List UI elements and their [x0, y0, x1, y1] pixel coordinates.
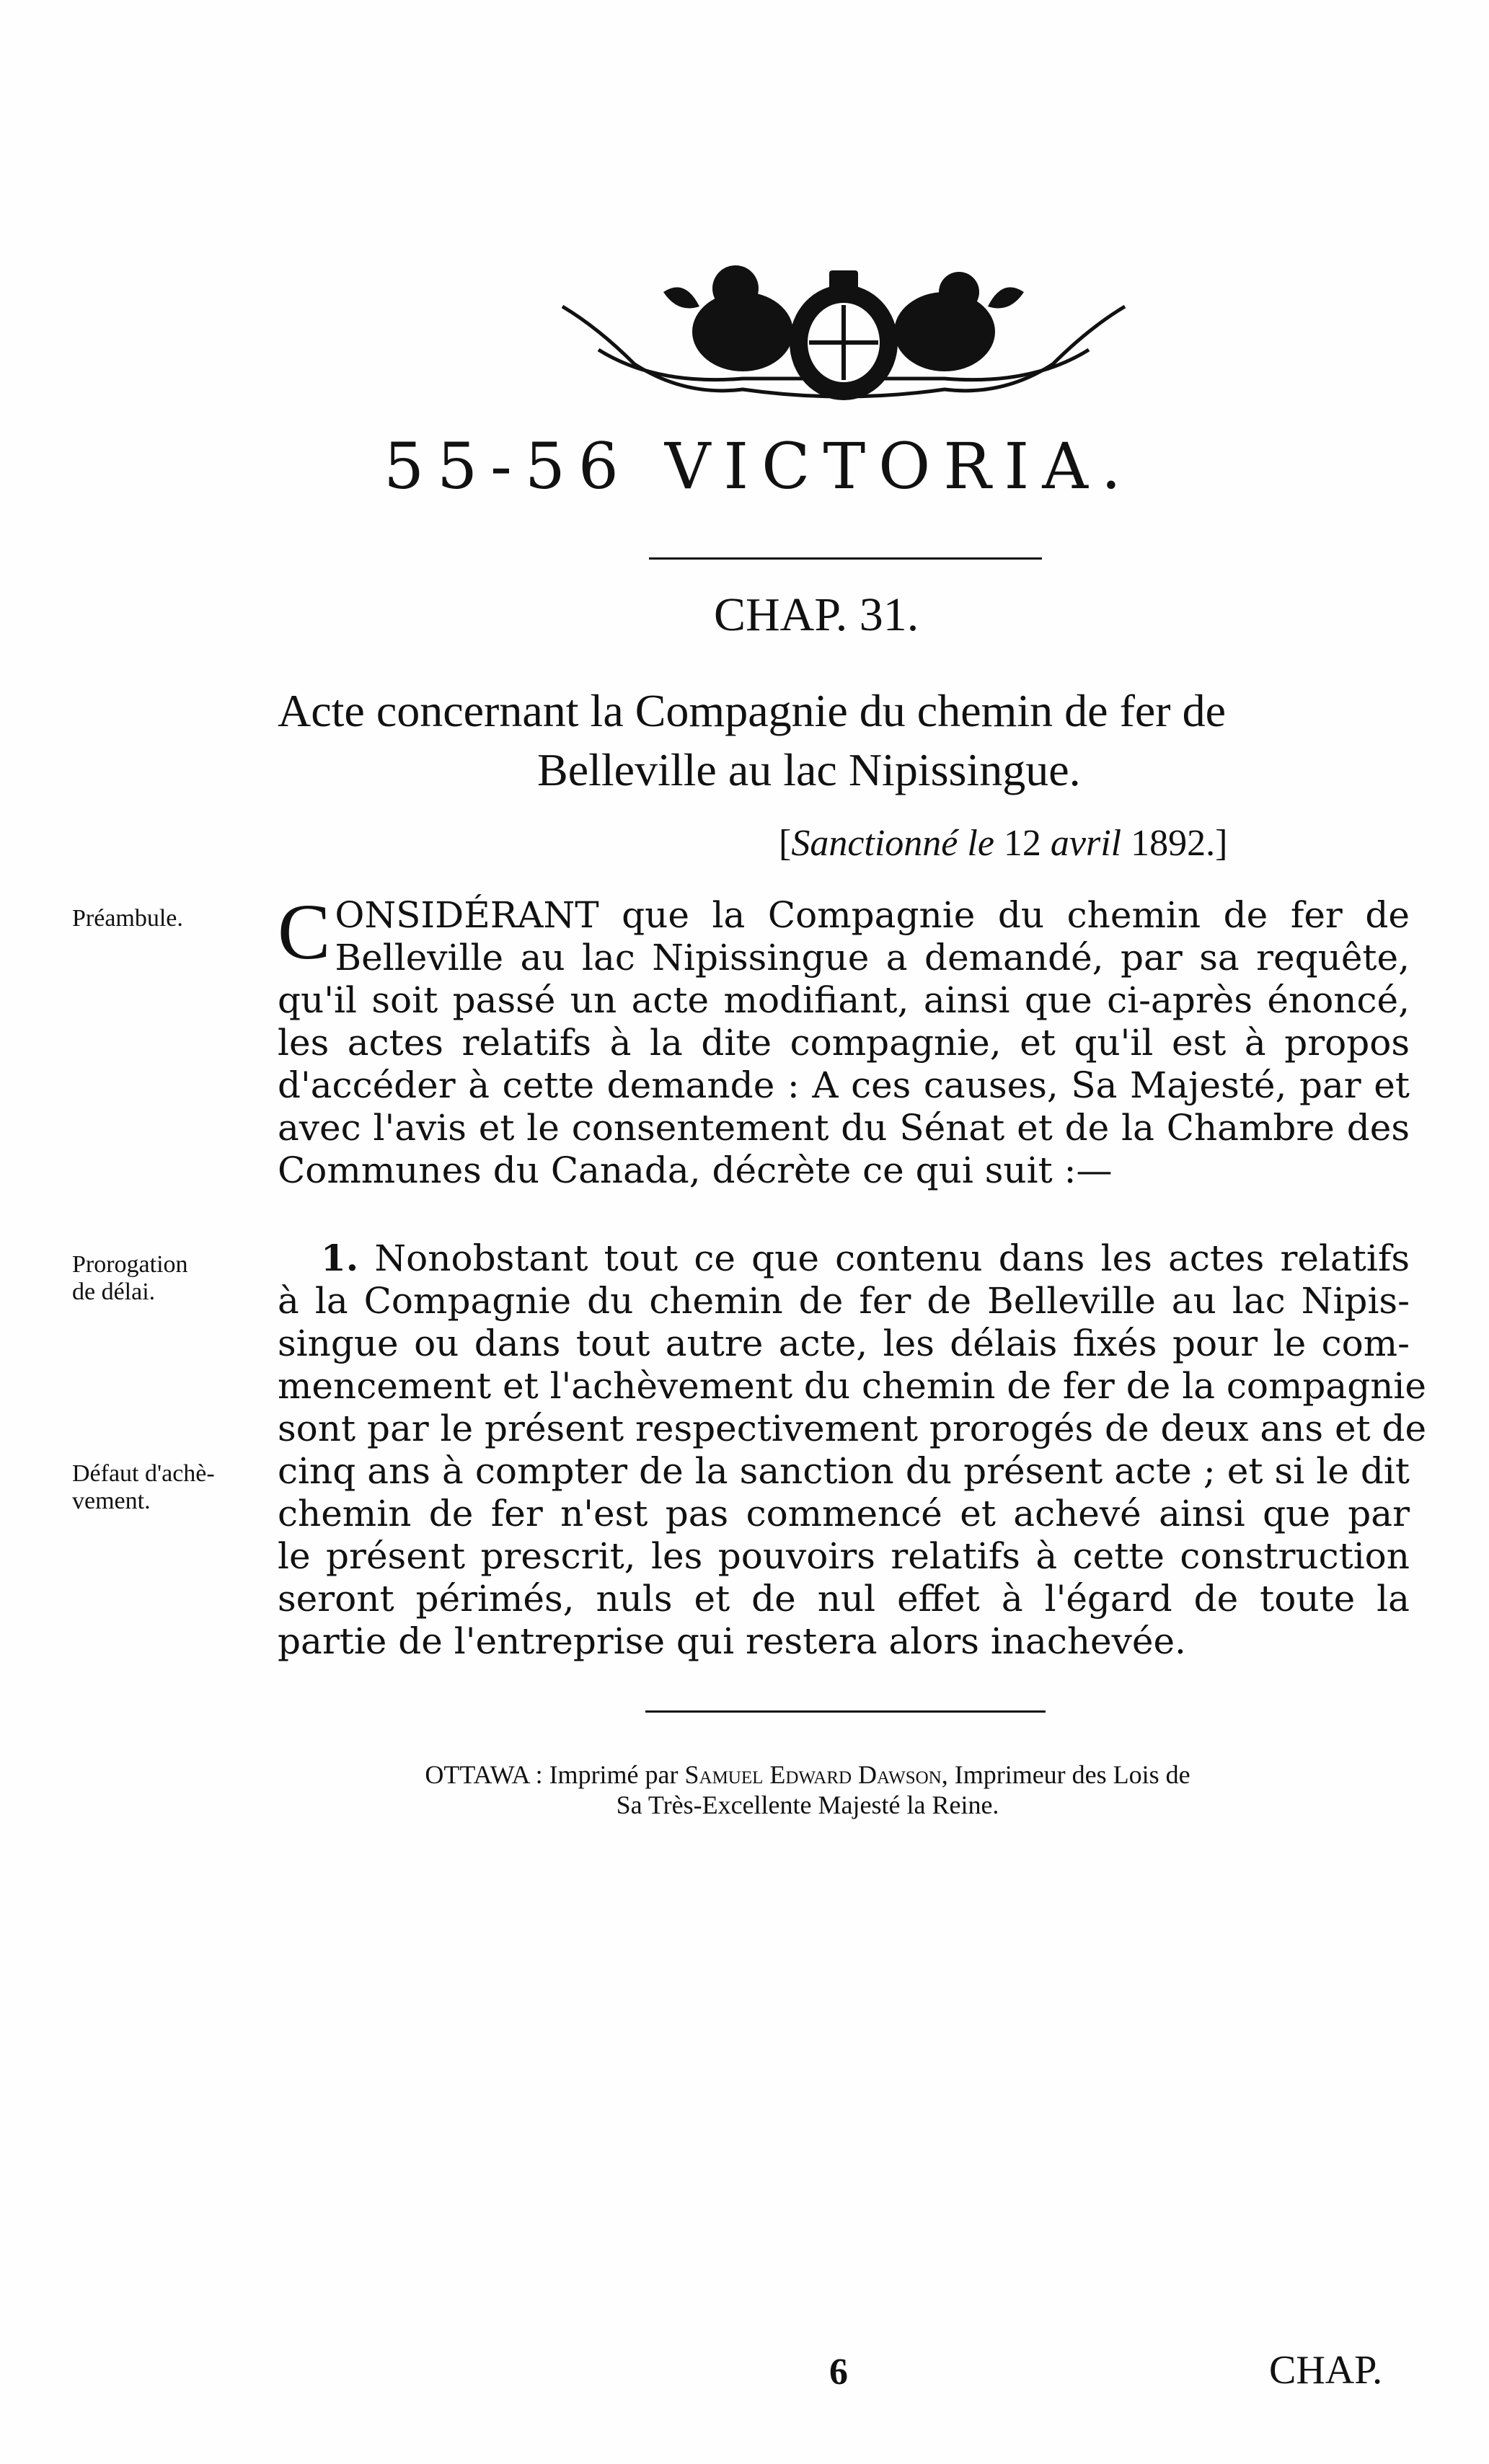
margin-note-preamble: Préambule. — [72, 905, 183, 932]
act-title — [278, 681, 1410, 800]
margin-note-default-line-1: Défaut d'achè- — [72, 1460, 215, 1487]
section-1-line: à la Compagnie du chemin de fer de Belleville au lac Nipis- — [278, 1280, 1410, 1322]
preamble-line: avec l'avis et le consentement du Sénat et de la Chambre des — [278, 1107, 1410, 1149]
section-1-first-line — [278, 1237, 1410, 1280]
royal-coat-of-arms-icon — [555, 263, 1132, 407]
imprint-line-1 — [216, 1759, 1399, 1790]
margin-note-default — [72, 1460, 288, 1515]
printer-imprint — [216, 1759, 1399, 1820]
sanction-day: 12 — [994, 823, 1051, 864]
section-1-paragraph — [278, 1237, 1427, 1663]
preamble-line: Belleville au lac Nipissingue a demandé, par sa requête, — [335, 937, 1410, 979]
section-1-line: mencement et l'achèvement du chemin de fer de la compagnie — [278, 1365, 1427, 1407]
section-1-line: Nonobstant tout ce que contenu dans les actes relatifs — [374, 1237, 1410, 1279]
page-number: 6 — [829, 2352, 848, 2393]
act-title-line-2: Belleville au lac Nipissingue. — [537, 744, 1081, 795]
imprint-prefix: OTTAWA : Imprimé par — [425, 1760, 685, 1789]
section-1-line: le présent prescrit, les pouvoirs relatifs à cette construction — [278, 1535, 1410, 1577]
margin-note-extension-line-2: de délai. — [72, 1279, 156, 1305]
section-number: 1. — [321, 1237, 359, 1279]
margin-note-extension-line-1: Prorogation — [72, 1251, 188, 1278]
imprint-printer-name: Samuel Edward Dawson — [684, 1760, 942, 1789]
preamble-line: qu'il soit passé un acte modifiant, ainsi que ci-après énoncé, — [278, 979, 1410, 1021]
section-1-line: seront périmés, nuls et de nul effet à l'égard de toute la — [278, 1578, 1410, 1620]
sanction-open-bracket: [ — [779, 823, 792, 864]
section-1-line: partie de l'entreprise qui restera alors inachevée. — [278, 1620, 1186, 1662]
imprint-line-2: Sa Très-Excellente Majesté la Reine. — [616, 1790, 999, 1819]
title-divider — [649, 557, 1042, 560]
volume-title: 55-56 VICTORIA. — [384, 429, 1134, 503]
section-1-line: cinq ans à compter de la sanction du présent acte ; et si le dit — [278, 1450, 1410, 1492]
chapter-number: CHAP. 31. — [714, 588, 919, 641]
section-1-line: sont par le présent respectivement prorogés de deux ans et de — [278, 1408, 1427, 1449]
preamble-line: d'accéder à cette demande : A ces causes, Sa Majesté, par et — [278, 1064, 1410, 1106]
section-1-line: chemin de fer n'est pas commencé et achevé ainsi que par — [278, 1493, 1410, 1535]
sanction-year: 1892.] — [1121, 823, 1228, 864]
sanction-label: Sanctionné le — [791, 823, 994, 864]
preamble-paragraph — [278, 888, 1410, 1192]
preamble-dropcap: C — [278, 888, 331, 976]
margin-note-default-line-2: vement. — [72, 1488, 151, 1514]
margin-note-extension — [72, 1251, 288, 1306]
end-divider — [645, 1710, 1046, 1713]
imprint-suffix: , Imprimeur des Lois de — [941, 1760, 1190, 1789]
sanction-month: avril — [1050, 823, 1122, 864]
preamble-line: ONSIDÉRANT que la Compagnie du chemin de fer de — [335, 894, 1410, 936]
preamble-line: les actes relatifs à la dite compagnie, et qu'il est à propos — [278, 1022, 1410, 1064]
section-1-line: singue ou dans tout autre acte, les délais fixés pour le com- — [278, 1322, 1410, 1364]
sanction-date — [779, 822, 1428, 865]
act-title-line-1: Acte concernant la Compagnie du chemin de fer de — [278, 685, 1226, 736]
preamble-line: Communes du Canada, décrète ce qui suit :— — [278, 1149, 1113, 1191]
catchword: CHAP. — [1269, 2348, 1383, 2393]
